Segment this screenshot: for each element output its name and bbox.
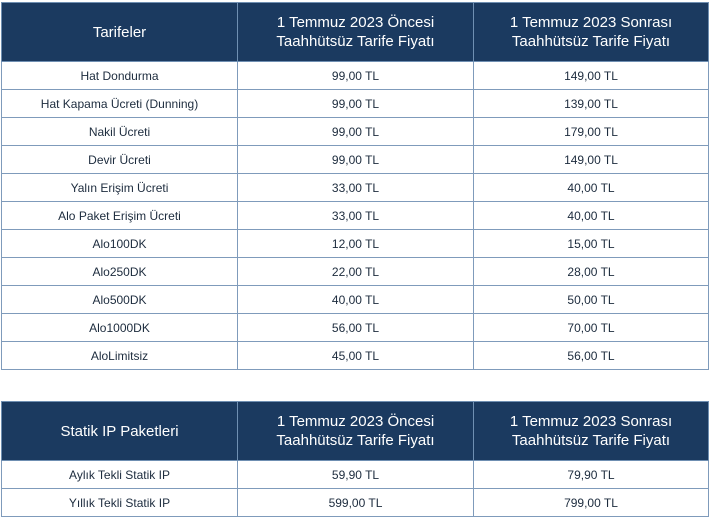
price-after-cell: 28,00 TL (474, 258, 709, 286)
tariffs-header-after-line1: 1 Temmuz 2023 Sonrası (509, 14, 673, 31)
tariffs-header-before-line1: 1 Temmuz 2023 Öncesi (276, 14, 435, 31)
price-after-cell: 15,00 TL (474, 230, 709, 258)
tariff-name-cell: Yalın Erişim Ücreti (2, 174, 238, 202)
tariffs-header-name (2, 3, 238, 62)
price-after-cell: 149,00 TL (474, 146, 709, 174)
static-ip-header-before-line1: 1 Temmuz 2023 Öncesi (276, 413, 435, 430)
tariff-name-cell: Devir Ücreti (2, 146, 238, 174)
tariff-name-cell: Nakil Ücreti (2, 118, 238, 146)
tariff-name-cell: Alo500DK (2, 286, 238, 314)
tariff-name-cell: Hat Kapama Ücreti (Dunning) (2, 90, 238, 118)
tariff-name-cell: AloLimitsiz (2, 342, 238, 370)
table-row (2, 62, 709, 90)
table-row (2, 90, 709, 118)
static-ip-header-before (238, 402, 474, 461)
price-after-cell: 40,00 TL (474, 174, 709, 202)
tariff-name-cell: Hat Dondurma (2, 62, 238, 90)
price-before-cell: 599,00 TL (238, 489, 474, 517)
table-row (2, 202, 709, 230)
price-before-cell: 99,00 TL (238, 90, 474, 118)
static-ip-header-after-line1: 1 Temmuz 2023 Sonrası (509, 413, 673, 430)
price-before-cell: 99,00 TL (238, 146, 474, 174)
price-after-cell: 139,00 TL (474, 90, 709, 118)
price-after-cell: 799,00 TL (474, 489, 709, 517)
package-name-cell: Yıllık Tekli Statik IP (2, 489, 238, 517)
tariffs-header-row (2, 3, 709, 62)
price-before-cell: 56,00 TL (238, 314, 474, 342)
price-before-cell: 22,00 TL (238, 258, 474, 286)
table-row (2, 118, 709, 146)
price-after-cell: 40,00 TL (474, 202, 709, 230)
price-before-cell: 33,00 TL (238, 202, 474, 230)
table-row (2, 342, 709, 370)
table-row (2, 286, 709, 314)
tariffs-header-before (238, 3, 474, 62)
price-before-cell: 45,00 TL (238, 342, 474, 370)
price-before-cell: 12,00 TL (238, 230, 474, 258)
tariff-name-cell: Alo250DK (2, 258, 238, 286)
package-name-cell: Aylık Tekli Statik IP (2, 461, 238, 489)
tariff-name-cell: Alo1000DK (2, 314, 238, 342)
price-before-cell: 40,00 TL (238, 286, 474, 314)
price-before-cell: 99,00 TL (238, 118, 474, 146)
table-row (2, 258, 709, 286)
static-ip-header-name (2, 402, 238, 461)
table-row (2, 230, 709, 258)
price-after-cell: 50,00 TL (474, 286, 709, 314)
tariffs-header-after-line2: Taahhütsüz Tarife Fiyatı (511, 33, 671, 50)
tariffs-header-name-label: Tarifeler (92, 23, 147, 41)
table-row (2, 174, 709, 202)
price-before-cell: 33,00 TL (238, 174, 474, 202)
price-after-cell: 149,00 TL (474, 62, 709, 90)
price-after-cell: 56,00 TL (474, 342, 709, 370)
price-after-cell: 79,90 TL (474, 461, 709, 489)
static-ip-table (1, 401, 709, 517)
static-ip-header-after (474, 402, 709, 461)
static-ip-header-name-label: Statik IP Paketleri (60, 422, 179, 440)
tariffs-table (1, 2, 709, 370)
table-row (2, 314, 709, 342)
price-before-cell: 59,90 TL (238, 461, 474, 489)
price-after-cell: 70,00 TL (474, 314, 709, 342)
tariff-name-cell: Alo100DK (2, 230, 238, 258)
price-after-cell: 179,00 TL (474, 118, 709, 146)
static-ip-header-before-line2: Taahhütsüz Tarife Fiyatı (276, 432, 435, 449)
table-row (2, 489, 709, 517)
table-row (2, 461, 709, 489)
table-row (2, 146, 709, 174)
price-before-cell: 99,00 TL (238, 62, 474, 90)
tariffs-header-after (474, 3, 709, 62)
static-ip-header-after-line2: Taahhütsüz Tarife Fiyatı (511, 432, 671, 449)
tariff-name-cell: Alo Paket Erişim Ücreti (2, 202, 238, 230)
tariffs-header-before-line2: Taahhütsüz Tarife Fiyatı (276, 33, 435, 50)
static-ip-header-row (2, 402, 709, 461)
